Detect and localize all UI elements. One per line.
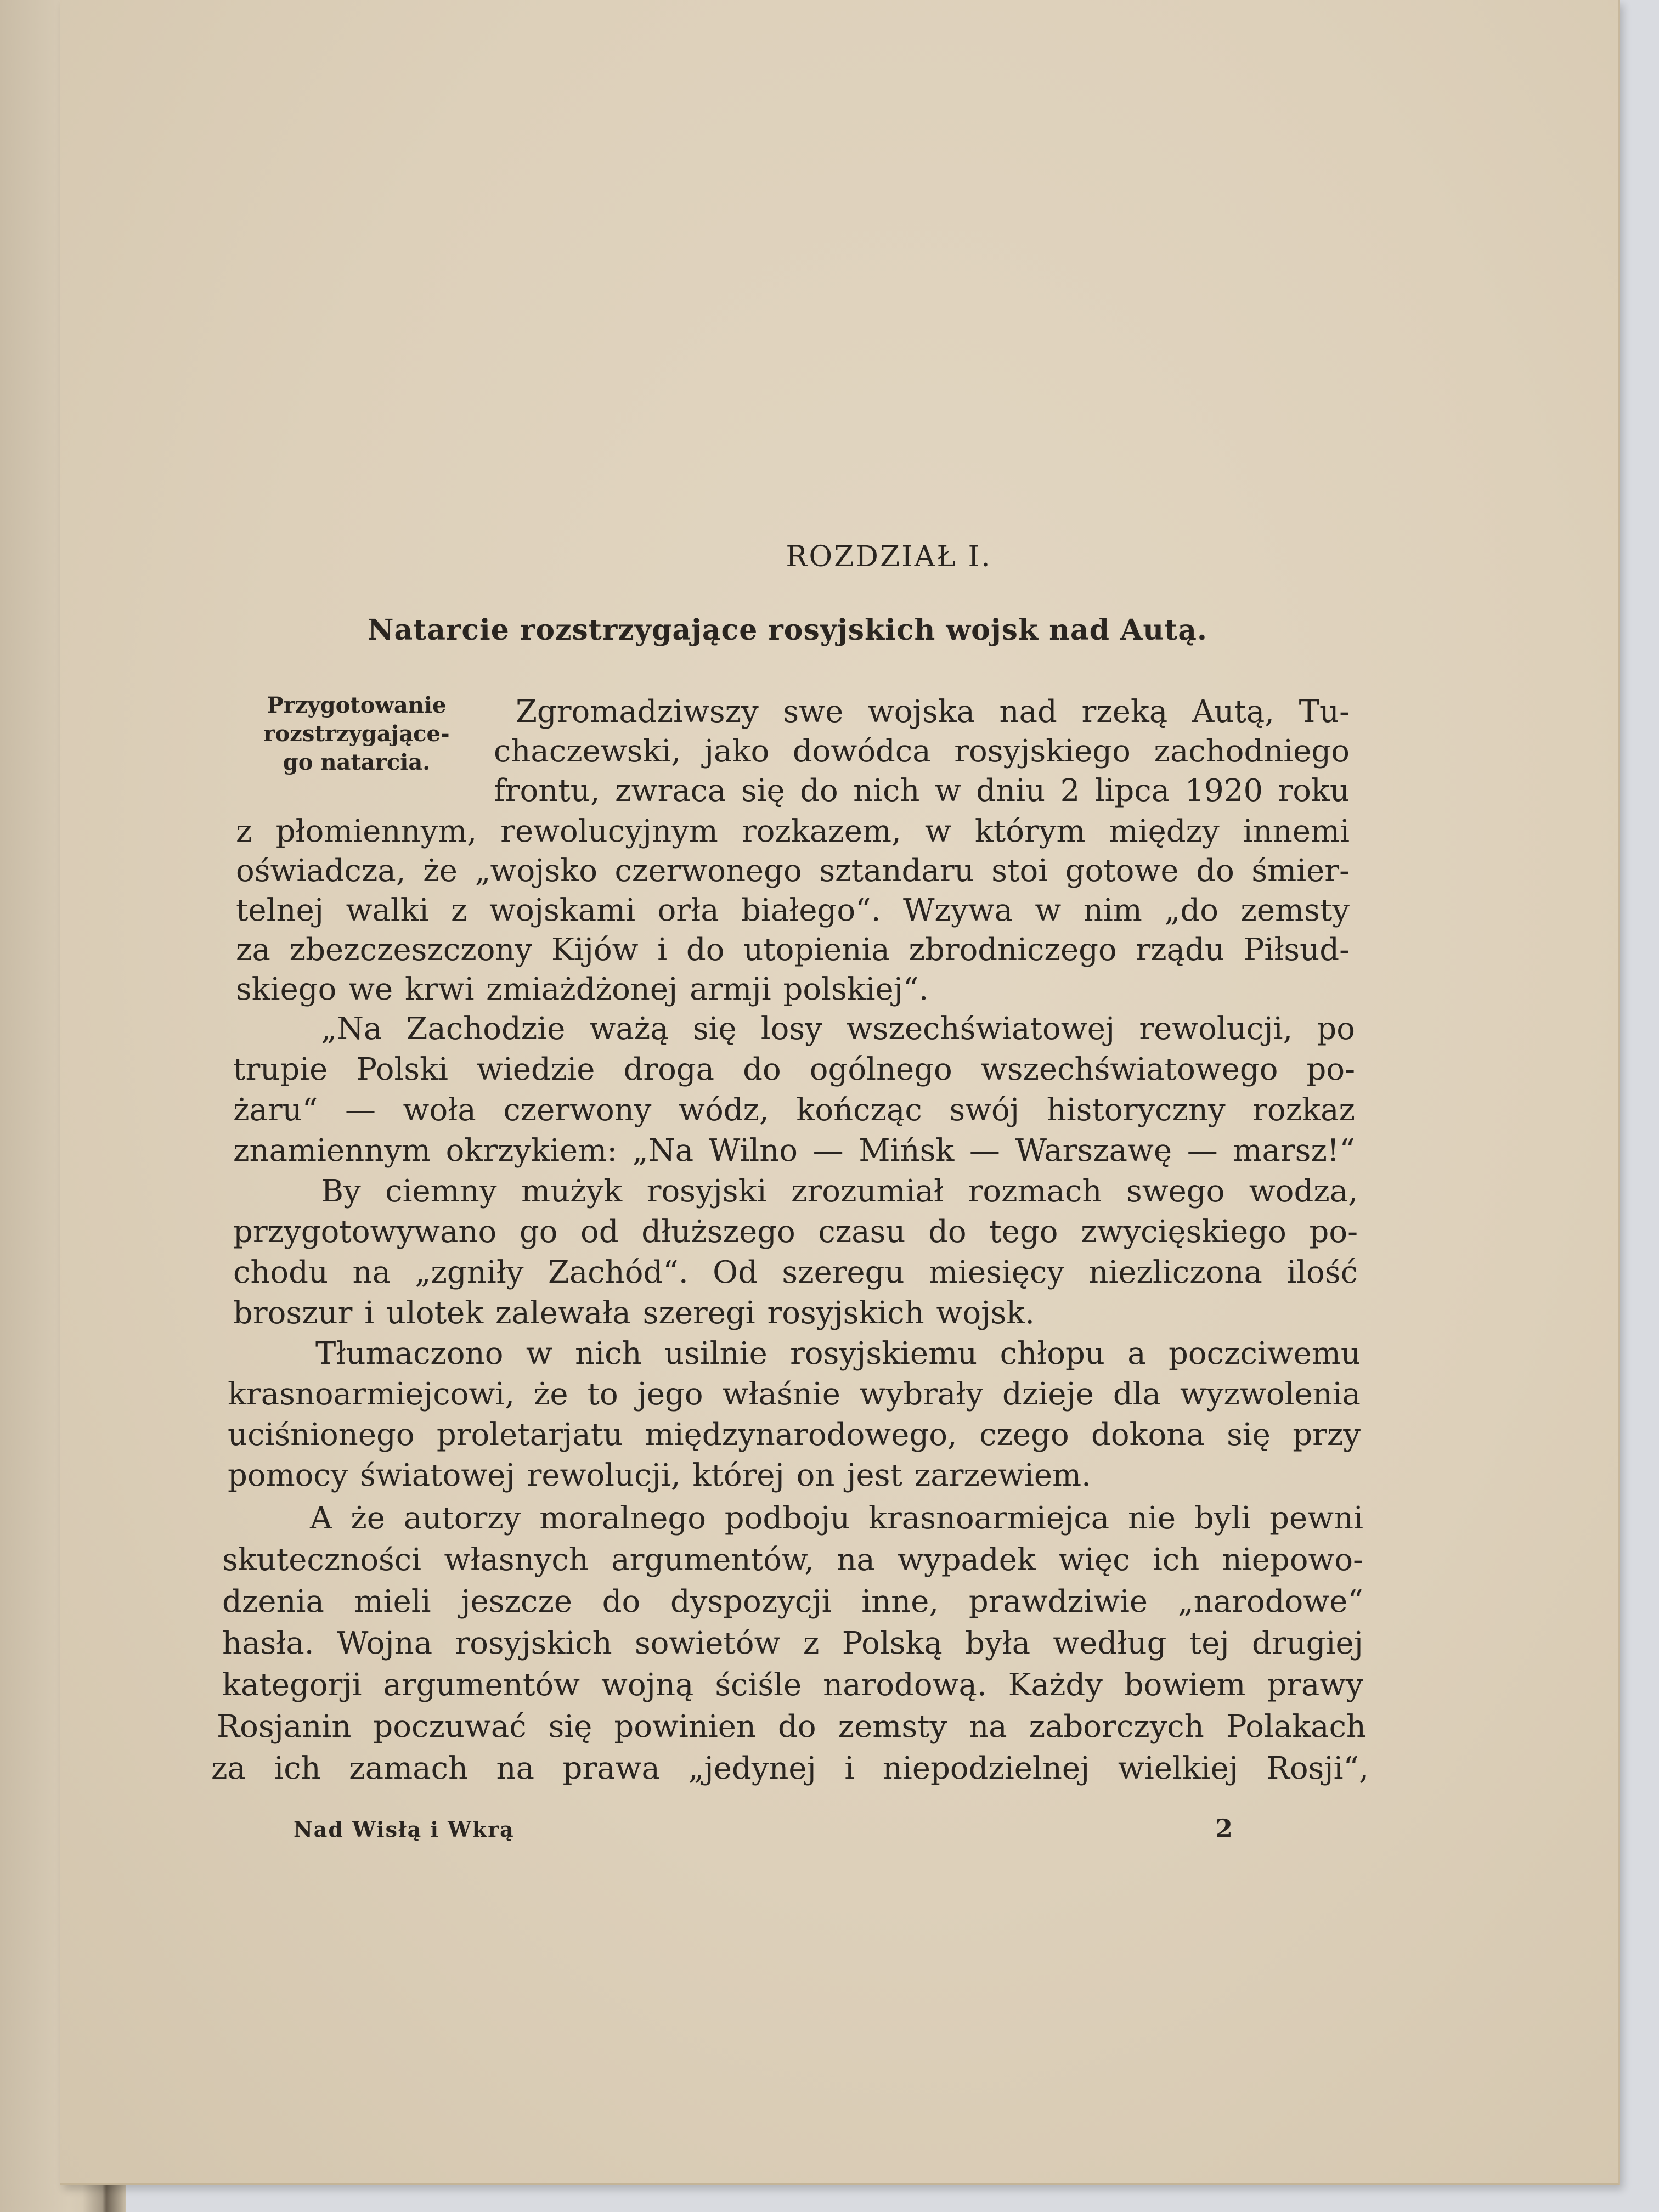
text-line: chaczewski, jako dowódca rosyjskiego zachodniego [494, 733, 1350, 769]
text-line: znamiennym okrzykiem: „Na Wilno — Mińsk — Warszawę — marsz!“ [233, 1133, 1355, 1169]
text-line: oświadcza, że „wojsko czerwonego sztandaru stoi gotowe do śmier- [236, 853, 1350, 889]
text-line: telnej walki z wojskami orła białego“. Wzywa w nim „do zemsty [236, 893, 1350, 928]
text-line: hasła. Wojna rosyjskich sowietów z Polską była według tej drugiej [222, 1626, 1363, 1661]
page-number: 2 [1215, 1814, 1233, 1843]
text-line: trupie Polski wiedzie droga do ogólnego wszechświatowego po- [233, 1052, 1355, 1087]
chapter-title: Natarcie rozstrzygające rosyjskich wojsk nad Autą. [368, 613, 1208, 647]
text-line: uciśnionego proletarjatu międzynarodowego, czego dokona się przy [228, 1417, 1361, 1453]
text-line: skiego we krwi zmiażdżonej armji polskiej“. [236, 972, 929, 1007]
book-page [60, 0, 1620, 2185]
margin-note [241, 691, 472, 777]
text-line: „Na Zachodzie ważą się losy wszechświatowej rewolucji, po [321, 1011, 1355, 1047]
margin-note-line: rozstrzygające- [263, 721, 450, 747]
text-line: Tłumaczono w nich usilnie rosyjskiemu chłopu a poczciwemu [315, 1336, 1361, 1372]
text-line: żaru“ — woła czerwony wódz, kończąc swój historyczny rozkaz [233, 1092, 1355, 1128]
running-footer-title: Nad Wisłą i Wkrą [294, 1817, 515, 1842]
text-line: By ciemny mużyk rosyjski zrozumiał rozmach swego wodza, [321, 1173, 1358, 1209]
text-line: krasnoarmiejcowi, że to jego właśnie wybrały dzieje dla wyzwolenia [228, 1376, 1361, 1412]
text-line: przygotowywano go od dłuższego czasu do tego zwycięskiego po- [233, 1214, 1358, 1250]
margin-note-line: Przygotowanie [267, 692, 447, 718]
text-line: za ich zamach na prawa „jedynej i niepodzielnej wielkiej Rosji“, [211, 1751, 1369, 1786]
text-line: skuteczności własnych argumentów, na wypadek więc ich niepowo- [222, 1542, 1363, 1578]
text-line: A że autorzy moralnego podboju krasnoarmiejca nie byli pewni [310, 1500, 1363, 1536]
page-content [60, 0, 1618, 2183]
text-line: broszur i ulotek zalewała szeregi rosyjskich wojsk. [233, 1295, 1035, 1331]
text-line: pomocy światowej rewolucji, której on jest zarzewiem. [228, 1458, 1091, 1493]
text-line: kategorji argumentów wojną ściśle narodową. Każdy bowiem prawy [222, 1667, 1363, 1703]
text-line: z płomiennym, rewolucyjnym rozkazem, w którym między innemi [236, 814, 1350, 849]
text-line: Zgromadziwszy swe wojska nad rzeką Autą, Tu- [516, 694, 1350, 730]
text-line: za zbezczeszczony Kijów i do utopienia zbrodniczego rządu Piłsud- [236, 932, 1350, 968]
text-line: Rosjanin poczuwać się powinien do zemsty na zaborczych Polakach [217, 1709, 1366, 1745]
chapter-label: ROZDZIAŁ I. [786, 540, 992, 573]
margin-note-line: go natarcia. [283, 749, 431, 775]
text-line: chodu na „zgniły Zachód“. Od szeregu miesięcy niezliczona ilość [233, 1255, 1358, 1290]
text-line: dzenia mieli jeszcze do dyspozycji inne, prawdziwie „narodowe“ [222, 1584, 1363, 1620]
text-line: frontu, zwraca się do nich w dniu 2 lipca 1920 roku [494, 773, 1350, 809]
